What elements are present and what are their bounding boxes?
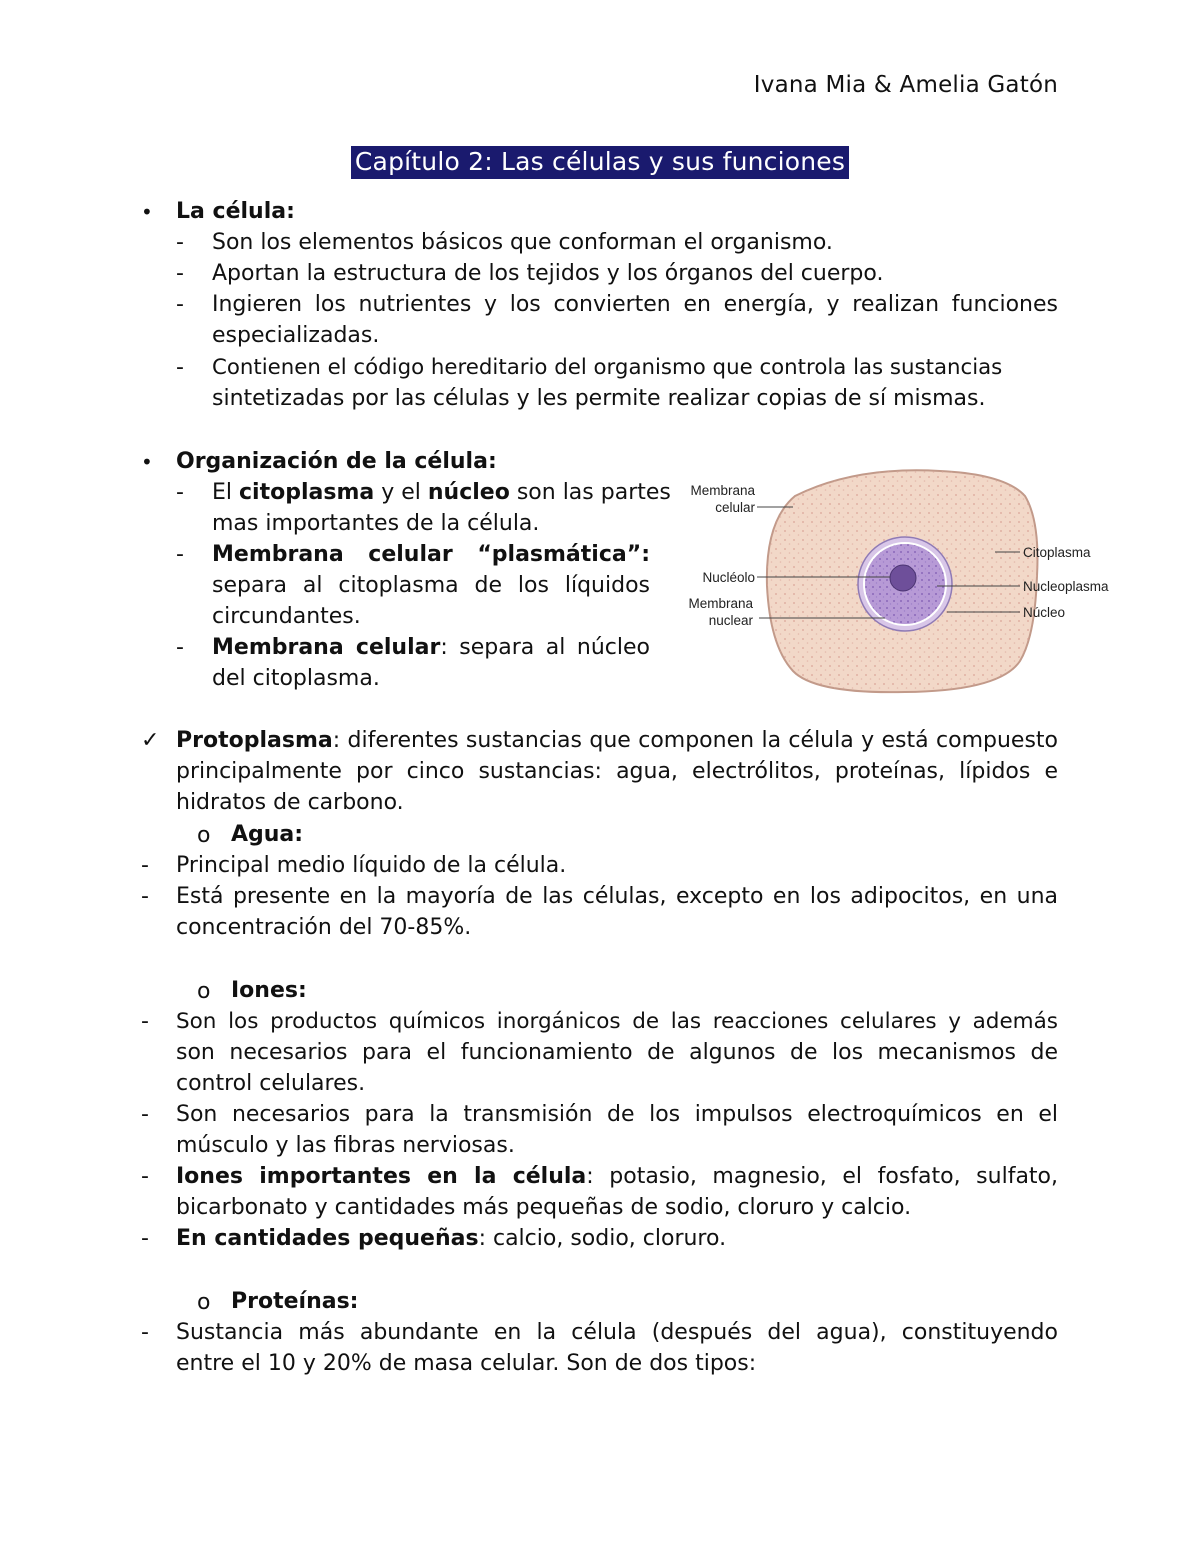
label-nucleo: Núcleo [1023,605,1066,620]
nucleolus [890,565,916,591]
subheading-iones: Iones: [231,978,307,1003]
list-item-cont: del citoplasma. [212,666,380,691]
list-item: Sustancia más abundante en la célula (después del agua), constituyendo [176,1320,1058,1345]
dash-marker: - [176,292,184,317]
list-item: Son los productos químicos inorgánicos de las reacciones celulares y además [176,1009,1058,1034]
dash-marker: - [176,261,184,286]
list-item: Principal medio líquido de la célula. [176,853,567,878]
dash-marker: - [141,1164,149,1189]
list-item-cont: concentración del 70-85%. [176,915,472,940]
list-item-cont: músculo y las fibras nerviosas. [176,1133,515,1158]
dash-marker: - [176,635,184,660]
list-item: Está presente en la mayoría de las células, excepto en los adipocitos, en una [176,884,1058,909]
label-membrana-nuclear: Membrana [688,596,753,611]
dash-marker: - [141,1226,149,1251]
list-item-cont: bicarbonato y cantidades más pequeñas de sodio, cloruro y calcio. [176,1195,912,1220]
dash-marker: - [141,1320,149,1345]
dash-marker: - [176,542,184,567]
circle-bullet-icon: o [197,823,211,848]
list-item-cont: entre el 10 y 20% de masa celular. Son de dos tipos: [176,1351,757,1376]
dash-marker: - [176,480,184,505]
label-membrana-celular: celular [715,500,755,515]
list-item: Membrana celular “plasmática”: [212,542,650,567]
list-item-cont: especializadas. [212,323,380,348]
list-item: Aportan la estructura de los tejidos y los órganos del cuerpo. [212,261,884,286]
circle-bullet-icon: o [197,1290,211,1315]
list-item-cont: control celulares. [176,1071,366,1096]
list-item: Son los elementos básicos que conforman el organismo. [212,230,833,255]
list-item-cont: son necesarios para el funcionamiento de algunos de los mecanismos de [176,1040,1058,1065]
title-container [0,146,1200,179]
label-membrana-celular: Membrana [690,483,755,498]
label-membrana-nuclear: nuclear [708,613,753,628]
list-item-cont: separa al citoplasma de los líquidos [212,573,650,598]
dash-marker: - [176,355,184,380]
list-item: Son necesarios para la transmisión de los impulsos electroquímicos en el [176,1102,1058,1127]
label-citoplasma: Citoplasma [1023,545,1091,560]
list-item: Ingieren los nutrientes y los convierten en energía, y realizan funciones [212,292,1058,317]
dash-marker: - [141,1102,149,1127]
circle-bullet-icon: o [197,979,211,1004]
label-nucleolo: Nucléolo [702,570,755,585]
protoplasma-line: Protoplasma: diferentes sustancias que componen la célula y está compuesto [176,728,1058,753]
protoplasma-line: principalmente por cinco sustancias: agua, electrólitos, proteínas, lípidos e [176,759,1058,784]
label-nucleoplasma: Nucleoplasma [1023,579,1109,594]
list-item: Contienen el código hereditario del organismo que controla las sustancias [212,355,1003,380]
cell-diagram [675,466,1125,696]
list-item: En cantidades pequeñas: calcio, sodio, cloruro. [176,1226,727,1251]
bullet-icon: • [141,200,153,224]
list-item-cont: mas importantes de la célula. [212,511,540,536]
section-heading-celula: La célula: [176,199,295,224]
section-heading-organizacion: Organización de la célula: [176,449,497,474]
list-item: Membrana celular: separa al núcleo [212,635,651,660]
list-item: Iones importantes en la célula: potasio, magnesio, el fosfato, sulfato, [176,1164,1059,1189]
list-item: El citoplasma y el núcleo son las partes [212,480,671,505]
author-header: Ivana Mia & Amelia Gatón [753,72,1058,98]
subheading-proteinas: Proteínas: [231,1289,359,1314]
bullet-icon: • [141,450,153,474]
list-item-cont: circundantes. [212,604,361,629]
dash-marker: - [141,884,149,909]
dash-marker: - [141,1009,149,1034]
checkmark-icon: ✓ [141,728,160,753]
dash-marker: - [176,230,184,255]
chapter-title: Capítulo 2: Las células y sus funciones [351,146,849,179]
subheading-agua: Agua: [231,822,304,847]
list-item-cont: sintetizadas por las células y les permite realizar copias de sí mismas. [212,386,986,411]
protoplasma-line: hidratos de carbono. [176,790,404,815]
dash-marker: - [141,853,149,878]
